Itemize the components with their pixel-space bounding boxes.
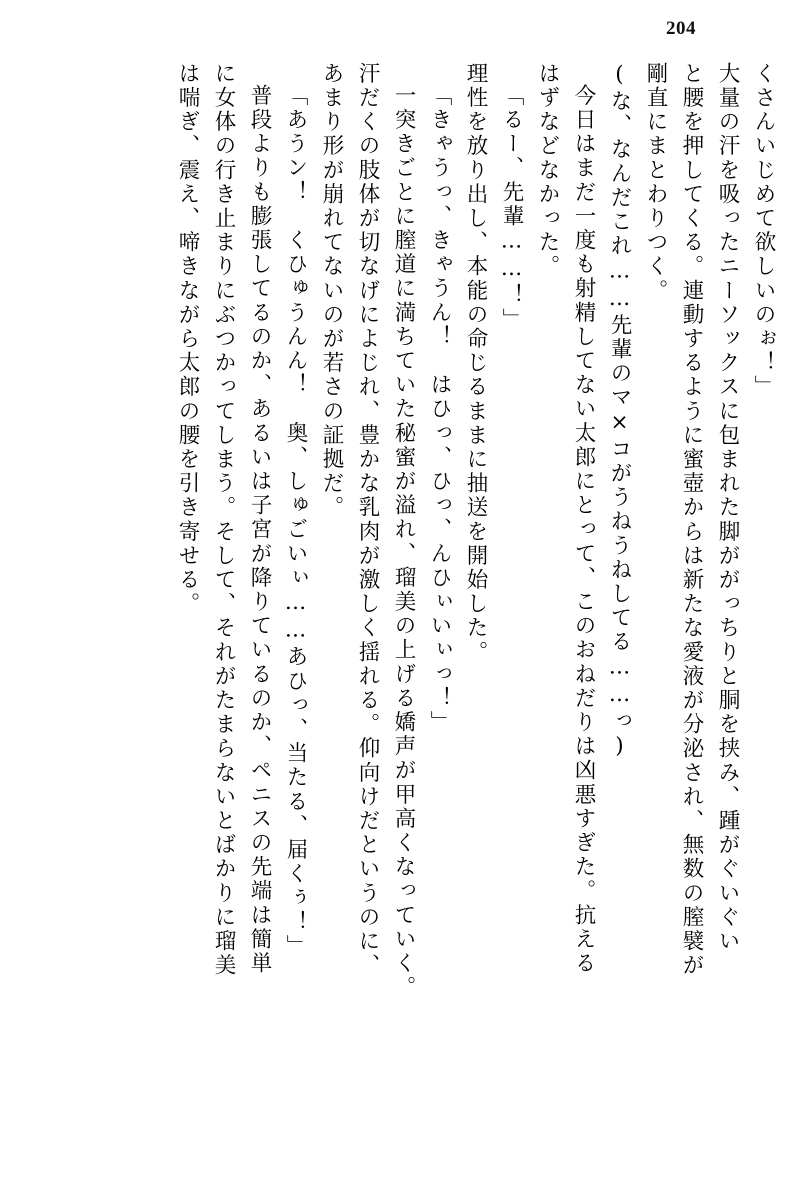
text-line: に女体の行き止まりにぶつかってしまう。そして、それがたまらないとばかりに瑠美 xyxy=(211,62,236,978)
text-line: 「きゃうっ、きゃうん！ はひっ、ひっ、んひぃいぃっ！」 xyxy=(427,84,452,735)
text-line: 理性を放り出し、本能の命じるままに抽送を開始した。 xyxy=(463,62,488,665)
text-line: 「あうン！ くひゅうんん！ 奥、しゅごいぃ……あひっ、当たる、届くぅ！」 xyxy=(283,84,308,959)
page-number: 204 xyxy=(666,18,696,39)
text-line: 普段よりも膨張してるのか、あるいは子宮が降りているのか、ペニスの先端は簡単 xyxy=(247,84,272,976)
text-line: くさんいじめて欲しいのぉ！」 xyxy=(751,62,776,400)
text-line: (な、なんだこれ……先輩のマ×コがうねうねしてる……っ) xyxy=(607,62,632,762)
text-line: 汗だくの肢体が切なげによじれ、豊かな乳肉が激しく揺れる。仰向けだというのに、 xyxy=(355,62,380,978)
vertical-text-body xyxy=(40,62,774,1152)
text-line: は喘ぎ、震え、啼きながら太郎の腰を引き寄せる。 xyxy=(175,62,200,617)
text-line: 「るー、先輩……！」 xyxy=(499,84,524,332)
text-line: あまり形が崩れてないのが若さの証拠だ。 xyxy=(319,62,344,520)
text-line: はずなどなかった。 xyxy=(535,62,560,279)
text-line: 剛直にまとわりつく。 xyxy=(643,62,668,303)
text-line: 大量の汗を吸ったニーソックスに包まれた脚ががっちりと胴を挟み、踵がぐいぐい xyxy=(715,62,740,954)
text-line: と腰を押してくる。連動するように蜜壺からは新たな愛液が分泌され、無数の膣襞が xyxy=(679,62,704,978)
text-line: 一突きごとに膣道に満ちていた秘蜜が溢れ、瑠美の上げる嬌声が甲高くなっていく。 xyxy=(391,84,416,1000)
text-line: 今日はまだ一度も射精してない太郎にとって、このおねだりは凶悪すぎた。抗える xyxy=(571,84,596,976)
